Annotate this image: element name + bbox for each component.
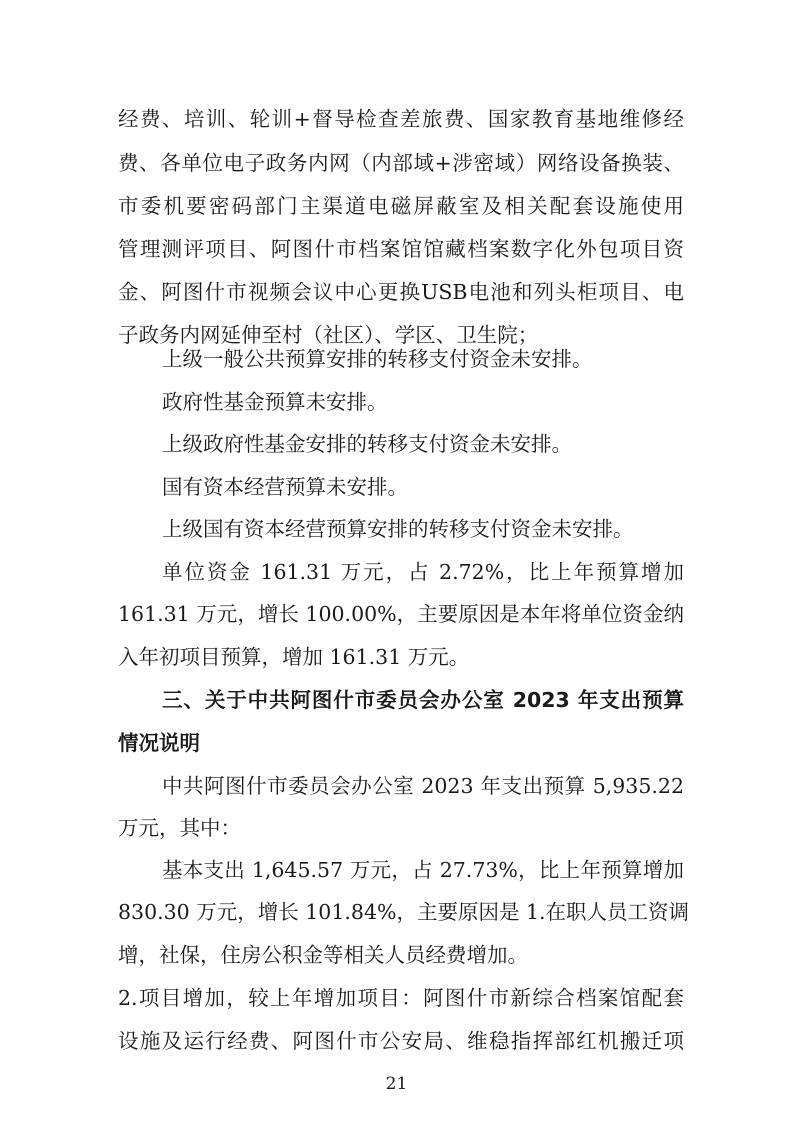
page-number: 21 (385, 1074, 408, 1094)
body-text-line: 2.项目增加，较上年增加项目：阿图什市新综合档案馆配套 (118, 986, 684, 1010)
body-text-line: 上级国有资本经营预算安排的转移支付资金未安排。 (162, 517, 634, 541)
body-text-line: 市委机要密码部门主渠道电磁屏蔽室及相关配套设施使用 (118, 194, 684, 218)
body-text-line: 设施及运行经费、阿图什市公安局、维稳指挥部红机搬迁项 (118, 1029, 684, 1053)
body-text-line: 金、阿图什市视频会议中心更换USB电池和列头柜项目、电 (118, 280, 684, 304)
body-text-line: 830.30 万元，增长 101.84%，主要原因是 1.在职人员工资调 (118, 900, 690, 924)
body-text-line: 万元，其中： (118, 816, 241, 840)
body-text-line: 161.31 万元，增长 100.00%，主要原因是本年将单位资金纳 (118, 602, 684, 626)
body-text-line: 费、各单位电子政务内网（内部域+涉密域）网络设备换装、 (118, 151, 684, 175)
body-text-line: 单位资金 161.31 万元，占 2.72%，比上年预算增加 (162, 560, 684, 584)
body-text-line: 子政务内网延伸至村（社区）、学区、卫生院； (118, 323, 539, 347)
body-text-line: 基本支出 1,645.57 万元，占 27.73%，比上年预算增加 (162, 858, 684, 882)
body-text-line: 上级一般公共预算安排的转移支付资金未安排。 (162, 347, 593, 371)
body-text-line: 上级政府性基金安排的转移支付资金未安排。 (162, 432, 572, 456)
section-heading: 三、关于中共阿图什市委员会办公室 2023 年支出预算 (162, 688, 684, 712)
body-text-line: 中共阿图什市委员会办公室 2023 年支出预算 5,935.22 (162, 774, 684, 798)
body-text-line: 政府性基金预算未安排。 (162, 390, 388, 414)
body-text-line: 入年初项目预算，增加 161.31 万元。 (118, 645, 470, 669)
body-text-line: 经费、培训、轮训+督导检查差旅费、国家教育基地维修经 (118, 107, 684, 131)
body-text-line: 增，社保，住房公积金等相关人员经费增加。 (118, 943, 528, 967)
body-text-line: 管理测评项目、阿图什市档案馆馆藏档案数字化外包项目资 (118, 237, 684, 261)
section-heading-continued: 情况说明 (118, 731, 200, 755)
body-text-line: 国有资本经营预算未安排。 (162, 475, 408, 499)
